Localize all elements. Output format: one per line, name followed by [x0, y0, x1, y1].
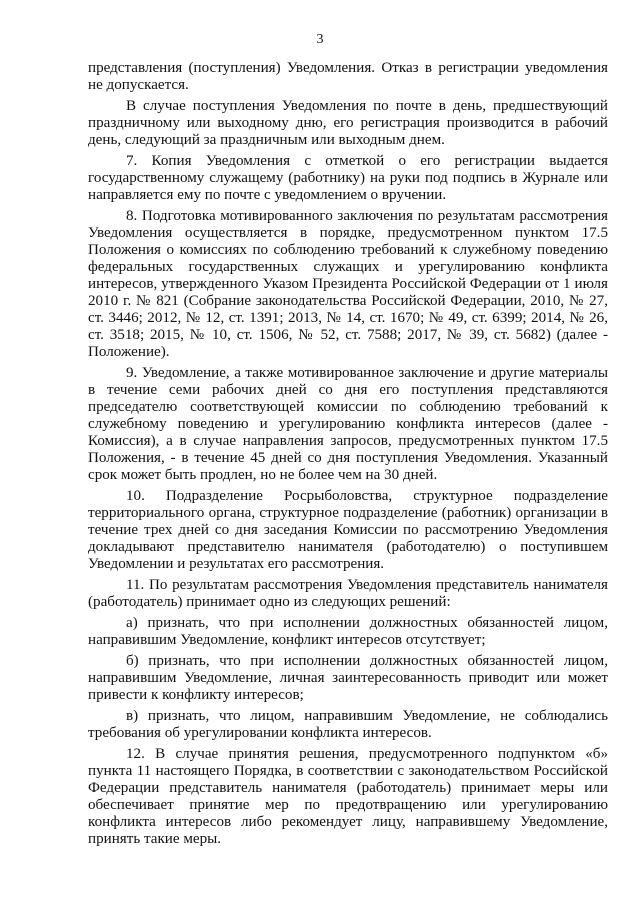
- paragraph: 7. Копия Уведомления с отметкой о его регистрации выдается государственному служащему (работнику) на руки под подпись в Журнале или направляется ему по почте с уведомлением о вручении.: [88, 153, 608, 203]
- paragraph: В случае поступления Уведомления по почте в день, предшествующий праздничному или выходному дню, его регистрация производится в рабочий день, следующий за праздничным или выходным днем.: [88, 98, 608, 148]
- page-number: 3: [316, 32, 324, 47]
- list-item: в) признать, что лицом, направившим Уведомление, не соблюдались требования об урегулировании конфликта интересов.: [88, 708, 608, 741]
- list-item: б) признать, что при исполнении должностных обязанностей лицом, направившим Уведомление, личная заинтересованность приводит или может привести к конфликту интересов;: [88, 653, 608, 703]
- paragraph: 9. Уведомление, а также мотивированное заключение и другие материалы в течение семи рабочих дней со дня его поступления представляются председателю соответствующей комиссии по соблюдению требований к служебному поведению и урегулированию конфликта интересов (далее - Комиссия), а в случае направления запросов, предусмотренных пунктом 17.5 Положения, - в течение 45 дней со дня поступления Уведомления. Указанный срок может быть продлен, но не более чем на 30 дней.: [88, 365, 608, 483]
- paragraph: 10. Подразделение Росрыболовства, структурное подразделение территориального органа, структурное подразделение (работник) организации в течение трех дней со дня заседания Комиссии по рассмотрению Уведомления докладывают представителю нанимателя (работодателю) о поступившем Уведомлении и результатах его рассмотрения.: [88, 488, 608, 572]
- paragraph: 12. В случае принятия решения, предусмотренного подпунктом «б» пункта 11 настоящего Порядка, в соответствии с законодательством Российской Федерации представитель нанимателя (работодатель) принимает меры или обеспечивает принятие мер по предотвращению или урегулированию конфликта интересов либо рекомендует лицу, направившему Уведомление, принять такие меры.: [88, 746, 608, 847]
- paragraph: 11. По результатам рассмотрения Уведомления представитель нанимателя (работодатель) принимает одно из следующих решений:: [88, 577, 608, 610]
- paragraph: представления (поступления) Уведомления. Отказ в регистрации уведомления не допускается.: [88, 60, 608, 93]
- document-body: [88, 60, 608, 852]
- paragraph: 8. Подготовка мотивированного заключения по результатам рассмотрения Уведомления осуществляется в порядке, предусмотренном пунктом 17.5 Положения о комиссиях по соблюдению требований к служебному поведению федеральных государственных служащих и урегулированию конфликта интересов, утвержденного Указом Президента Российской Федерации от 1 июля 2010 г. № 821 (Собрание законодательства Российской Федерации, 2010, № 27, ст. 3446; 2012, № 12, ст. 1391; 2013, № 14, ст. 1670; № 49, ст. 6399; 2014, № 26, ст. 3518; 2015, № 10, ст. 1506, № 52, ст. 7588; 2017, № 39, ст. 5682) (далее - Положение).: [88, 208, 608, 360]
- list-item: а) признать, что при исполнении должностных обязанностей лицом, направившим Уведомление, конфликт интересов отсутствует;: [88, 615, 608, 648]
